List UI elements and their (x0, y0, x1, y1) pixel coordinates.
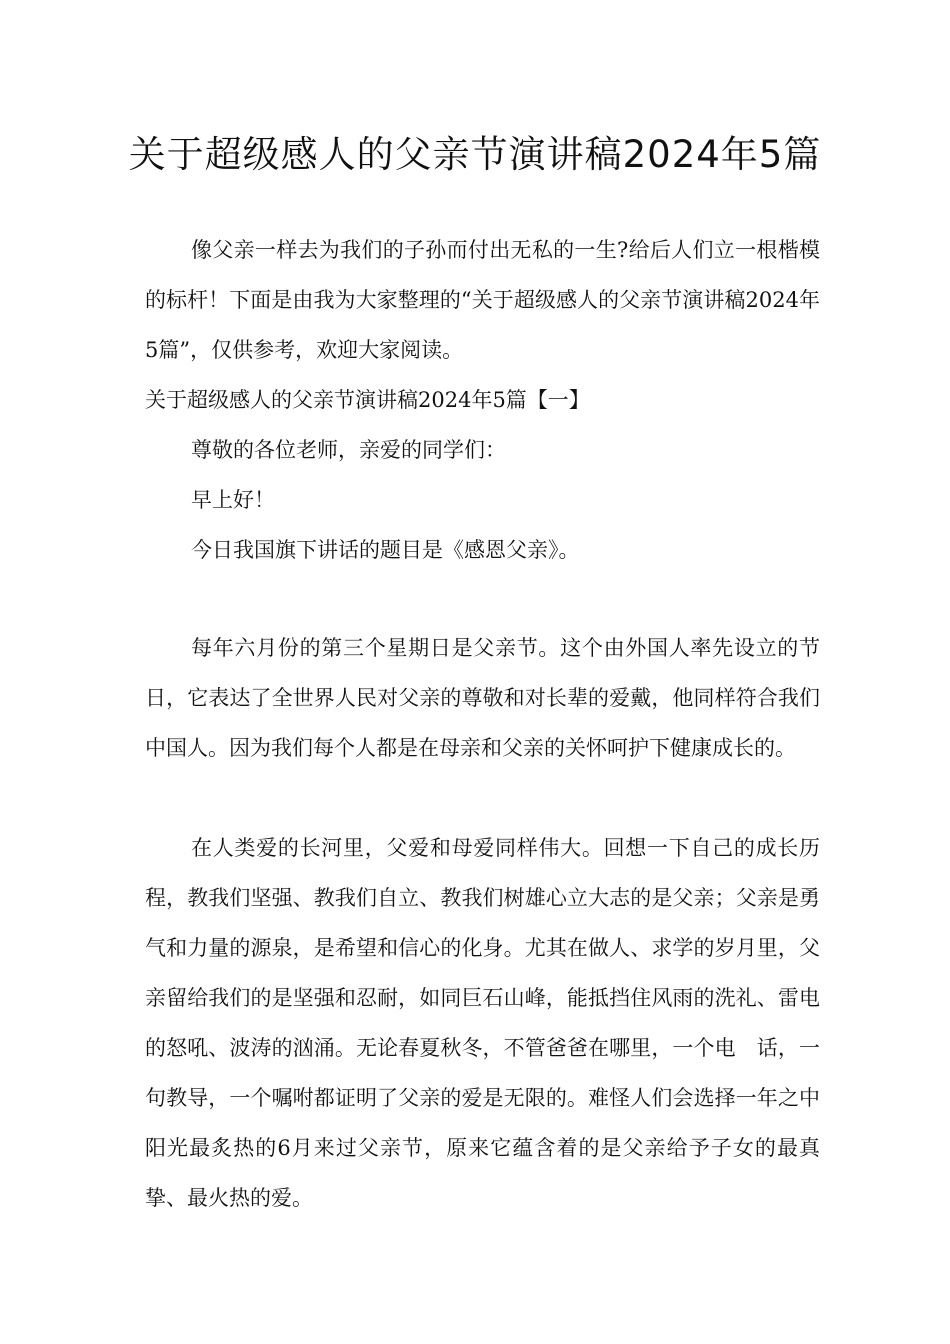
morning-greeting: 早上好！ (191, 488, 275, 512)
greeting-line: 尊敬的各位老师，亲爱的同学们： (191, 438, 506, 462)
body-paragraph-1: 每年六月份的第三个星期日是父亲节。这个由外国人率先设立的节日，它表达了全世界人民对父亲的尊敬和对长辈的爱戴，他同样符合我们中国人。因为我们每个人都是在母亲和父亲的关怀呵护下健康成长的。 (145, 636, 820, 760)
body-paragraph-2: 在人类爱的长河里，父爱和母爱同样伟大。回想一下自己的成长历程，教我们坚强、教我们自立、教我们树雄心立大志的是父亲；父亲是勇气和力量的源泉，是希望和信心的化身。尤其在做人、求学的岁月里，父亲留给我们的是坚强和忍耐，如同巨石山峰，能抵挡住风雨的洗礼、雷电的怒吼、波涛的汹涌。无论春夏秋冬，不管爸爸在哪里，一个电 话，一句教导，一个嘱咐都证明了父亲的爱是无限的。难怪人们会选择一年之中阳光最炙热的6月来过父亲节，原来它蕴含着的是父亲给予子女的最真挚、最火热的爱。 (145, 836, 820, 1210)
speech-topic: 今日我国旗下讲话的题目是《感恩父亲》。 (191, 538, 580, 562)
section-heading: 关于超级感人的父亲节演讲稿2024年5篇【一】 (145, 388, 590, 412)
document-title: 关于超级感人的父亲节演讲稿2024年5篇 (128, 133, 822, 176)
intro-paragraph: 像父亲一样去为我们的子孙而付出无私的一生?给后人们立一根楷模的标杆！下面是由我为大家整理的“关于超级感人的父亲节演讲稿2024年5篇”，仅供参考，欢迎大家阅读。 (145, 238, 820, 362)
